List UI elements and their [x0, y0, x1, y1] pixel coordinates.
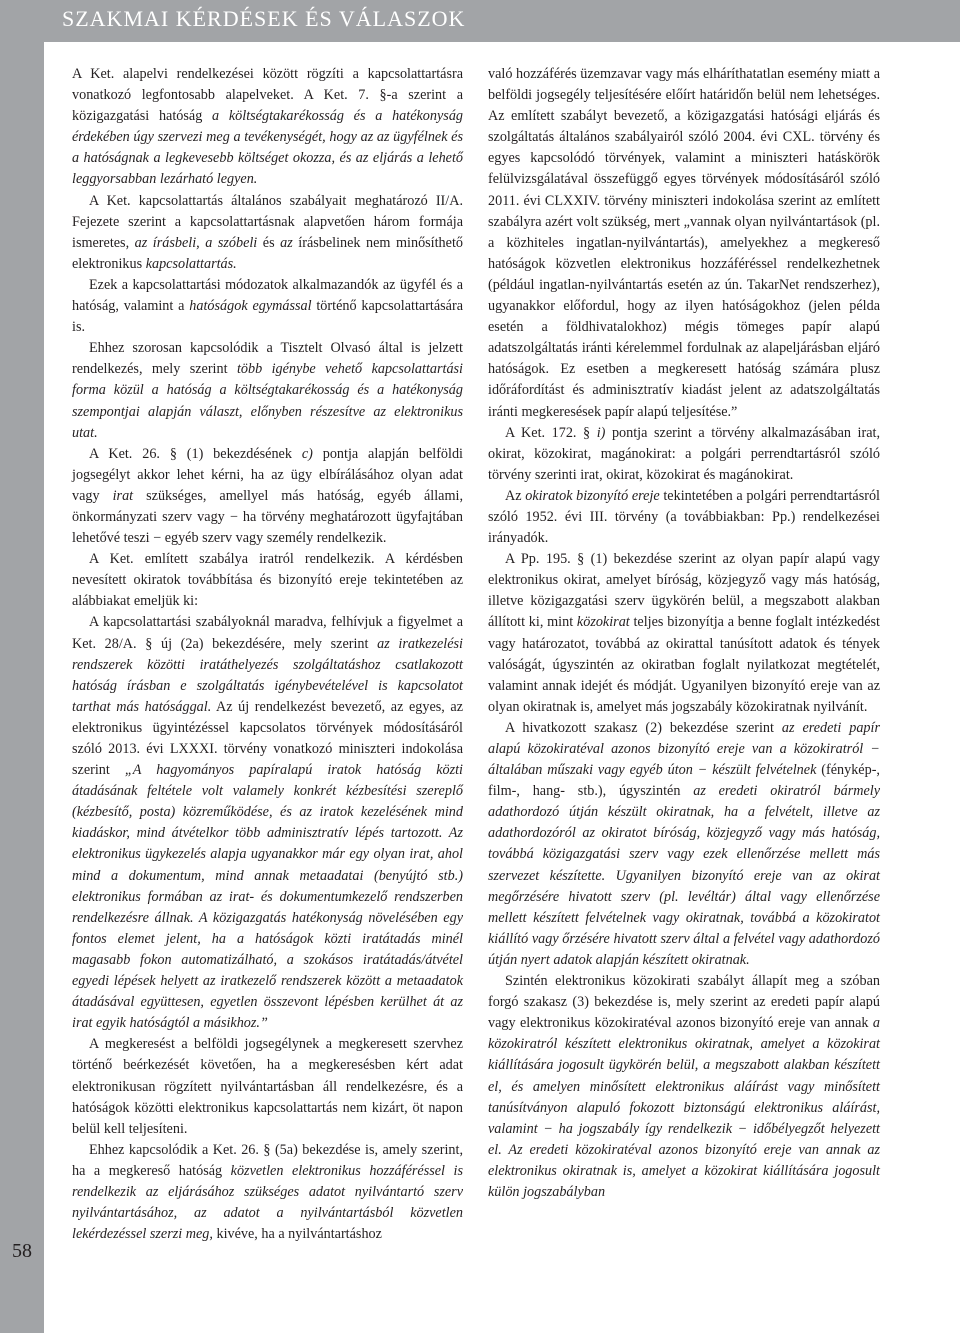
page-header-bar	[0, 0, 960, 42]
italic-text: okiratok bizonyító ereje	[525, 487, 660, 504]
text: történő kapcsolattartására is.	[72, 298, 463, 336]
italic-text: i)	[596, 424, 606, 441]
text: A Pp. 195. § (1) bekezdése szerint az olyan papír alapú vagy elektronikus okirat, amelyet bíróság, közjegyző vagy más hatóság, illetve közigazgatási szerv ügykörén belül, a megszabott alakban állított ki, mint	[488, 551, 880, 631]
text: A megkeresést a belföldi jogsegélynek a megkeresett szervhez történő beérkezését követően, ha a megkeresésben kért adat elektronikusan rögzített nyilvántartásban áll rendelkezésre, és a hatóságok közötti elektronikus kapcsolattartás nem kizárt, öt napon belül kell teljesíteni.	[72, 1036, 463, 1137]
text: A Ket. kapcsolattartás általános szabályait meghatározó II/A. Fejezete szerint a kapcsolattartásnak alapvetően három formája ismeretes,	[72, 192, 463, 251]
text: tekintetében a polgári perrendtartásról szóló 1952. évi III. törvény (a továbbiakban: Pp.) rendelkezései irányadók.	[488, 487, 880, 547]
paragraph	[488, 423, 880, 486]
text: Az új rendelkezést bevezető, az egyes, az elektronikus ügyintézéssel kapcsolatos törvények módosításáról szóló 2013. évi LXXXI. törvény vonatkozó miniszteri indokolása szerint	[72, 698, 463, 779]
text: és	[257, 234, 281, 251]
text: A Ket. alapelvi rendelkezései között rögzíti a kapcsolattartásra vonatkozó legfontosabb alapelveket. A Ket. 7. §-a szerint a közigazgatási hatóság	[72, 66, 463, 125]
text: A kapcsolattartási szabályoknál maradva, felhívjuk a figyelmet a Ket. 28/A. § új (2a) bekezdésére, mely szerint	[72, 614, 463, 652]
paragraph	[72, 64, 463, 191]
text: A Ket. említett szabálya iratról rendelkezik. A kérdésben nevesített okiratok továbbítása és bizonyító ereje tekintetében az alábbiakat emeljük ki:	[72, 551, 463, 610]
italic-text: irat	[112, 487, 134, 504]
paragraph	[72, 1140, 463, 1245]
text: (fénykép-, film-, hang- stb.), úgyszintén	[488, 762, 880, 800]
italic-text: a közokiratról készített elektronikus okiratnak, amelyet a közokirat kiállítására jogosult ügykörén belül, a megszabott alakban készített el, és amelyen minősített elektronikus aláírást vagy minősített tanúsítványon alapuló fokozott biztonságú elektronikus aláírást, valamint − ha jogszabály így rendelkezik − időbélyegzőt helyezett el. Az eredeti közokiratéval azonos bizonyító ereje van annak az elektronikus okiratnak is, amelyet a közokirat kiállítására jogosult külön jogszabályban	[488, 1015, 880, 1200]
text: Az	[505, 487, 526, 504]
italic-text: az iratkezelési rendszerek közötti iratáthelyezés szolgáltatáshoz csatlakozott hatóság írásban e szolgáltatás igénybevételével is kapcsolatot tarthat más hatósággal.	[72, 635, 463, 715]
right-column	[488, 64, 880, 1203]
text: A Ket. 172. §	[505, 424, 597, 441]
text: pontja alapján belföldi jogsegélyt akkor lehet kérni, ha az ügy elbírálásához olyan adat vagy	[72, 445, 464, 504]
paragraph	[488, 971, 880, 1203]
paragraph	[72, 549, 463, 612]
section-title: SZAKMAI KÉRDÉSEK ÉS VÁLASZOK	[62, 6, 466, 31]
italic-text: több igénybe vehető kapcsolattartási forma közül a hatóság a költségtakarékosság és a hatékonyság szempontjai alapján választ, előnyben részesítve az elektronikus utat.	[72, 361, 463, 441]
text: A Ket. 26. § (1) bekezdésének	[89, 445, 302, 462]
italic-text: a költségtakarékosság és a hatékonyság érdekében úgy szervezi meg a tevékenységét, hogy az az ügyfélnek és a hatóságnak a legkevesebb költséget okozza, és az eljárás a lehető leggyorsabban lezárható legyen.	[72, 108, 464, 188]
paragraph	[488, 486, 880, 549]
italic-text: az eredeti papír alapú közokiratéval azonos bizonyító ereje van a közokiratról − általában műszaki vagy egyéb úton − készült felvételnek	[488, 719, 880, 779]
text: Szintén elektronikus közokirati szabályt állapít meg a szóban forgó szakasz (3) bekezdése is, mely szerint az eredeti papír alapú vagy elektronikus közokiratéval azonos bizonyító ereje van annak	[488, 973, 880, 1032]
left-column	[72, 64, 463, 1245]
italic-text: közokirat	[576, 614, 630, 631]
text: Ezek a kapcsolattartási módozatok alkalmazandók az ügyfél és a hatóság, valamint a	[72, 276, 463, 315]
paragraph	[72, 612, 463, 1034]
italic-text: „A hagyományos papíralapú iratok hatóság közti átadásának feltétele volt valamely konkrét kézbesítési szereplő (kézbesítő, posta) közreműködése, és az iratok kezelésének mind kiadáskor, mind átvételkor több adminisztratív lépés tartozott. Az elektronikus ügykezelés alapja ugyanakkor már egy olyan irat, ahol mind a dokumentum, mind annak metaadatai (benyújtó stb.) elektronikus formában az irat- és dokumentumkezelő rendszerben rendelkezésre állnak. A közigazgatás hatékonyság növelésében egy fontos elemet jelent, ha a hatóságok közti iratátadás minél magasabb fokon automatizálható, a szokásos iratátadás/átvétel egyedi lépések helyett az iratkezelő rendszerek között a metaadatok átadásával együttesen, egyetlen összevont lépésben kerülhet át az irat egyik hatóságtól a másikhoz.”	[72, 762, 463, 1032]
side-bar	[0, 42, 44, 1333]
text: szükséges, amellyel más hatóság, egyéb állami, önkormányzati szerv vagy − ha törvény meghatározott ügyfajtában lehetővé teszi − egyéb szerv vagy személy rendelkezik.	[72, 487, 463, 547]
paragraph	[72, 444, 463, 549]
paragraph	[488, 718, 880, 971]
paragraph	[72, 338, 463, 443]
italic-text: hatóságok egymással	[189, 298, 312, 315]
paragraph	[488, 549, 880, 718]
text: való hozzáférés üzemzavar vagy más elháríthatatlan esemény miatt a belföldi jogsegély teljesítésére előírt határidőn belül nem lehetséges. Az említett szabályt bevezető, a közigazgatási hatósági eljárás és szolgáltatás általános szabályairól szóló 2004. évi CXL. törvény és egyes kapcsolódó törvények, valamint a miniszteri hatáskörök felülvizsgálatával összefüggő egyes törvények módosításáról szóló 2011. évi CLXXIV. törvény miniszteri indokolása szerint az említett szabályra azért volt szükség, mert „vannak olyan nyilvántartások (pl. a közhiteles ingatlan-nyilvántartás), amelyekhez a megkereső hatóságok közvetlen elektronikus hozzáféréssel rendelkezhetnek (például ingatlan-nyilvántartás esetén az ún. TakarNet rendszerhez), ugyanakkor előfordul, hogy az ilyen hatóságokhoz (jelen példa esetén a földhivatalokhoz) mégis tömeges papír alapú adatszolgáltatás iránti kérelemmel fordulnak az alapeljárásban eljáró hatóságok. Ez esetben a megkeresett hatóság számára plusz időráfordítást és adminisztratív kiadást jelent az adatszolgáltatás iránti megkeresések papír alapú teljesítése.”	[488, 66, 880, 420]
page-number: 58	[12, 1240, 32, 1262]
italic-text: c)	[301, 445, 313, 462]
italic-text: kapcsolattartás.	[145, 255, 237, 272]
paragraph	[72, 275, 463, 338]
paragraph	[488, 64, 880, 423]
italic-text: az eredeti okiratról bármely adathordozó útján készült okiratnak, ha a felvételt, illetve az adathordozóról az okiratot bíróság, közjegyző vagy más hatóság, továbbá közigazgatási szerv vagy ezek ellenőrzése mellett más szervezet készítette. Ugyanilyen bizonyító ereje van az okirat megőrzésére hivatott szerv (pl. levéltár) által vagy ellenőrzése mellett készített felvételnek vagy okiratnak, továbbá a közokiratot kiállító vagy őrzésére hivatott szerv által a felvétel vagy adathordozó útján nyert adatok alapján készített okiratnak.	[488, 783, 880, 968]
text: Ehhez szorosan kapcsolódik a Tisztelt Olvasó által is jelzett rendelkezés, mely szerint	[72, 340, 463, 378]
text: írásbelinek nem minősíthető elektronikus	[72, 234, 463, 272]
text: kivéve, ha a nyilvántartáshoz	[212, 1226, 382, 1243]
text: teljes bizonyítja a benne foglalt intézkedést vagy határozatot, továbbá az okirattal tanúsított adatok és tények valóságát, úgyszintén az okiratban foglalt nyilatkozat megtételét, valamint annak idejét és módját. Ugyanilyen bizonyító ereje van az olyan okiratnak is, amelyet más jogszabály közokiratnak nyilvánít.	[488, 614, 880, 715]
italic-text: az írásbeli, a szóbeli	[134, 234, 258, 251]
text: Ehhez kapcsolódik a Ket. 26. § (5a) bekezdése is, amely szerint, ha a megkereső hatóság	[72, 1141, 463, 1179]
text: pontja szerint a törvény alkalmazásában irat, okirat, közokirat, magánokirat: a polgári perrendtartásról szóló törvény szerinti irat, okirat, közokirat és magánokirat.	[488, 424, 880, 483]
italic-text: közvetlen elektronikus hozzáféréssel is rendelkezik az eljárásához szükséges adatot nyilvántartó szerv nyilvántartásához, az adatot a nyilvántartásból közvetlen lekérdezéssel szerzi meg,	[72, 1162, 463, 1243]
text: A hivatkozott szakasz (2) bekezdése szerint	[505, 719, 782, 736]
paragraph	[72, 1034, 463, 1139]
paragraph	[72, 191, 463, 275]
italic-text: az	[280, 234, 293, 251]
